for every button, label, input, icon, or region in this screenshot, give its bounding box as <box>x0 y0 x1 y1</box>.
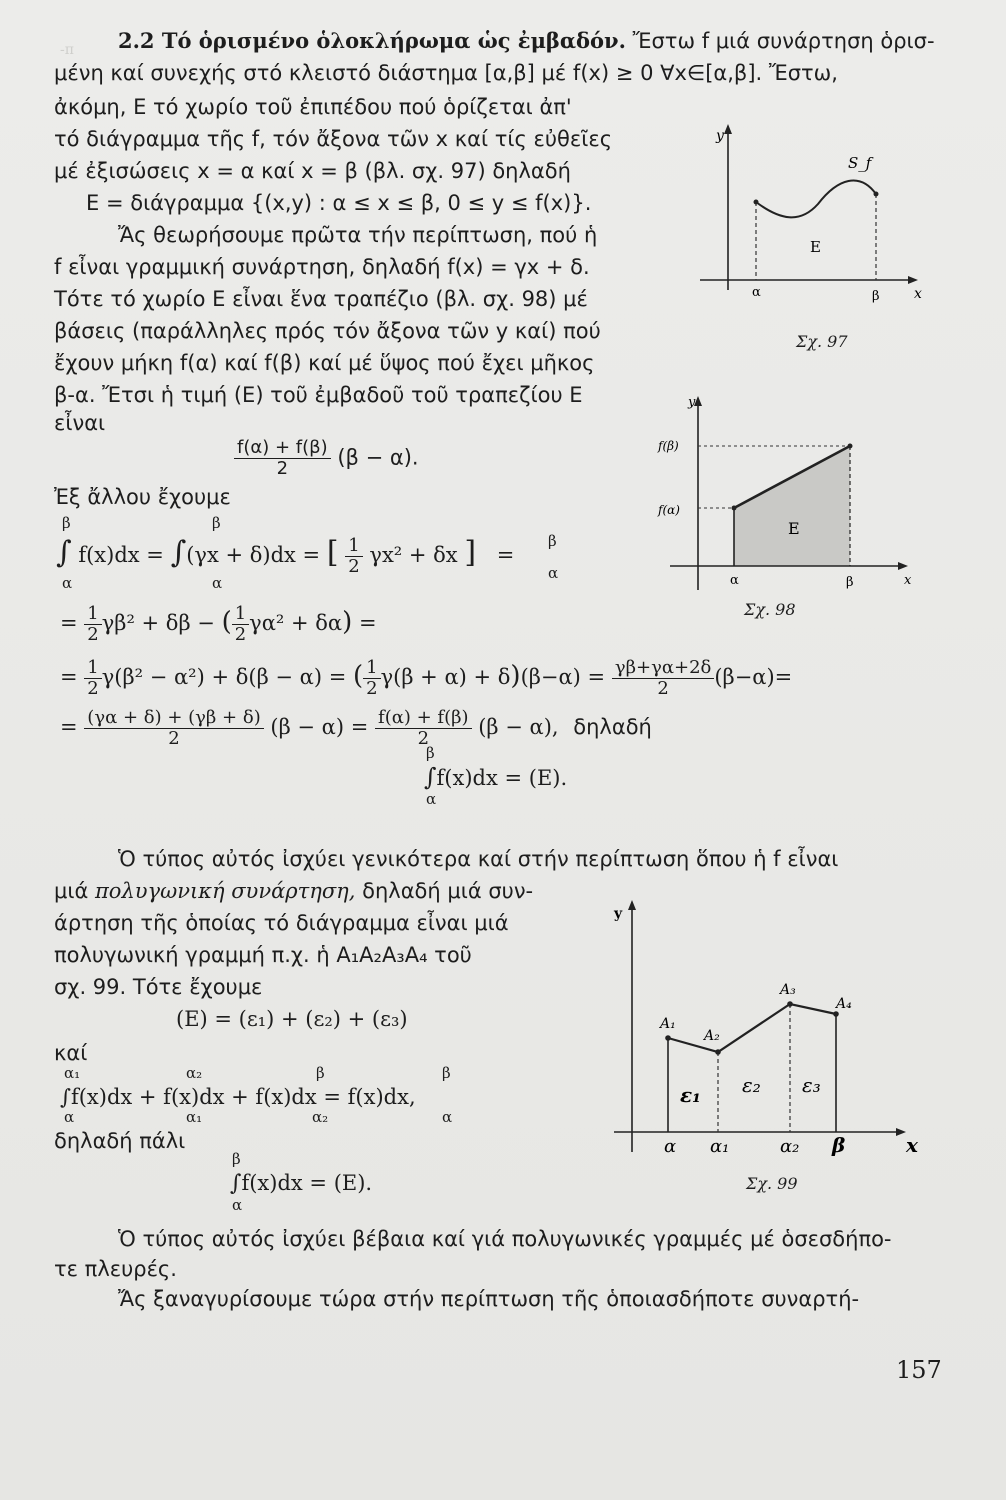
integral-line-1: ∫ f(x)dx = ∫(γx + δ)dx = [ $\frac{1}{2}$ γx² + δx ] = <box>56 535 515 577</box>
fig98-b-label: β <box>846 575 854 590</box>
limit-upper: β <box>212 514 221 532</box>
fig99-e3-label: ε₃ <box>802 1073 821 1097</box>
right-bracket: ] <box>464 535 477 570</box>
intro-line-3: ἀκόμη, E τό χωρίο τοῦ ἐπιπέδου πού ὁρίζεται ἀπ' <box>54 95 572 119</box>
fig98-y-label: y <box>688 395 696 410</box>
figure-99 <box>610 896 940 1166</box>
fig98-a-label: α <box>730 573 739 588</box>
linear-line-2: f εἶναι γραμμική συνάρτηση, δηλαδή f(x) = γx + δ. <box>54 255 590 279</box>
bleed-through: -π <box>60 42 74 58</box>
limit-lower: α <box>442 1108 453 1126</box>
page-number: 157 <box>896 1356 942 1384</box>
trapezoid-fraction: $\frac{f(\alpha) + f(\beta)}{2}$ <box>375 708 472 749</box>
poly-line-2: μιά πολυγωνική συνάρτηση, δηλαδή μιά συν- <box>54 879 534 903</box>
limit-lower: α <box>64 1108 75 1126</box>
sum-fraction: $\frac{(\gamma\alpha + \delta) + (\gamma\beta + \delta)}{2}$ <box>84 708 263 749</box>
x-arrow-icon <box>898 562 908 570</box>
poly-line-5: σχ. 99. Τότε ἔχουμε <box>54 975 263 999</box>
again-line: δηλαδή πάλι <box>54 1129 186 1153</box>
fig97-b-label: β <box>872 289 880 304</box>
one-half-fraction: $\frac{1}{2}$ <box>84 604 101 645</box>
area-sum: (E) = (ε₁) + (ε₂) + (ε₃) <box>176 1007 408 1031</box>
figure-98 <box>640 390 930 600</box>
limit-lower: α₂ <box>312 1108 329 1126</box>
left-paren: ( <box>221 607 232 637</box>
fig98-fb-label: f(β) <box>658 439 679 453</box>
intro-line-4: τό διάγραμμα τῆς f, τόν ἄξονα τῶν x καί τίς εὐθεῖες <box>54 127 613 151</box>
limit-upper: β <box>548 532 557 550</box>
y-arrow-icon <box>628 900 636 910</box>
point-a1 <box>665 1035 671 1041</box>
fig98-caption: Σχ. 98 <box>744 600 796 619</box>
point <box>732 506 737 511</box>
fig99-A3-label: A₃ <box>780 982 796 998</box>
one-half-fraction: $\frac{1}{2}$ <box>345 536 362 577</box>
fig97-y-label: y <box>716 128 724 144</box>
polygonal-function-term: πολυγωνική συνάρτηση, <box>95 879 356 903</box>
right-paren: ) <box>342 607 353 637</box>
set-definition: E = διάγραμμα {(x,y) : α ≤ x ≤ β, 0 ≤ y ≤ f(x)}. <box>86 191 592 215</box>
integral-sign: ∫ <box>60 1085 71 1109</box>
fig98-fa-label: f(α) <box>658 503 680 517</box>
fig99-a1-label: α₁ <box>710 1136 730 1157</box>
x-arrow-icon <box>896 1128 906 1136</box>
point-a2 <box>715 1049 721 1055</box>
linear-line-1: Ἄς θεωρήσουμε πρῶτα τήν περίπτωση, πού ἡ <box>118 223 598 247</box>
fig99-x-label: x <box>906 1133 918 1157</box>
point-a3 <box>787 1001 793 1007</box>
point <box>874 192 879 197</box>
section-title: 2.2 Τό ὁρισμένο ὁλοκλήρωμα ὡς ἐμβαδόν. <box>118 28 626 53</box>
intro-line-1: 2.2 Τό ὁρισμένο ὁλοκλήρωμα ὡς ἐμβαδόν. Ἔστω f μιά συνάρτηση ὁρισ- <box>118 28 935 53</box>
fig99-y-label: y <box>614 906 623 922</box>
integral-sign: ∫ <box>230 1171 242 1196</box>
poly-line-4: πολυγωνική γραμμή π.χ. ἡ A₁A₂A₃A₄ τοῦ <box>54 943 472 967</box>
final-line-1: Ὁ τύπος αὐτός ἰσχύει βέβαια καί γιά πολυγωνικές γραμμές μέ ὁσεσδήπο- <box>118 1227 892 1251</box>
fig99-e1-label: ε₁ <box>680 1083 701 1107</box>
otherwise-line: Ἐξ ἄλλου ἔχουμε <box>54 485 231 509</box>
poly-line-3: άρτηση τῆς ὁποίας τό διάγραμμα εἶναι μιά <box>54 911 509 935</box>
limit-lower: α <box>212 574 223 592</box>
point <box>848 444 853 449</box>
derivation-line-3: = $\frac{1}{2}$ γ(β² − α²) + δ(β − α) = ( $\frac{1}{2}$ γ(β + α) + δ)(β−α) = $\frac{\gamma\beta+\gamma\alpha+2\delta}{2}$ (β−α)= <box>60 657 793 699</box>
limit-lower: α <box>232 1196 243 1214</box>
combined-fraction: $\frac{\gamma\beta+\gamma\alpha+2\delta}{2}$ <box>612 658 715 699</box>
fig97-caption: Σχ. 97 <box>796 332 848 351</box>
trapezoid-formula: $\frac{f(\alpha) + f(\beta)}{2}$ (β − α). <box>234 438 419 479</box>
fig99-b-label: β <box>832 1133 846 1157</box>
limit-upper: β <box>316 1064 325 1082</box>
limit-upper: α₂ <box>186 1064 203 1082</box>
limit-lower: α <box>62 574 73 592</box>
fig97-region-label: E <box>810 238 821 256</box>
limit-upper: β <box>442 1064 451 1082</box>
linear-line-7: εἶναι <box>54 411 106 435</box>
figure-97 <box>690 120 940 320</box>
limit-upper: β <box>426 744 435 762</box>
fig97-curve-label: S_f <box>848 154 872 172</box>
sum-integrals: ∫f(x)dx + f(x)dx + f(x)dx = f(x)dx, <box>60 1085 416 1109</box>
integral-sign: ∫ <box>170 535 187 570</box>
fig97-x-label: x <box>914 286 922 302</box>
point <box>754 200 759 205</box>
linear-line-4: βάσεις (παράλληλες πρός τόν ἄξονα τῶν y καί) πού <box>54 319 601 343</box>
trapezoid-region <box>734 446 850 566</box>
final-line-3: Ἄς ξαναγυρίσουμε τώρα στήν περίπτωση τῆς ὁποιασδήποτε συναρτή- <box>118 1287 860 1311</box>
fig99-A2-label: A₂ <box>704 1028 720 1044</box>
integral-sign: ∫ <box>56 535 72 570</box>
final-line-2: τε πλευρές. <box>54 1257 177 1281</box>
integral-sign: ∫ <box>424 763 437 791</box>
fig99-a-label: α <box>664 1136 677 1157</box>
left-paren: ( <box>353 661 364 691</box>
result-line: ∫f(x)dx = (E). <box>424 763 568 791</box>
fig99-a2-label: α₂ <box>780 1136 800 1157</box>
fig99-e2-label: ε₂ <box>742 1073 761 1097</box>
y-arrow-icon <box>724 124 732 134</box>
poly-line-1: Ὁ τύπος αὐτός ἰσχύει γενικότερα καί στήν περίπτωση ὅπου ἡ f εἶναι <box>118 847 839 871</box>
limit-upper: β <box>62 514 71 532</box>
derivation-line-2: = $\frac{1}{2}$ γβ² + δβ − ( $\frac{1}{2}$ γα² + δα) = <box>60 603 377 645</box>
one-half-fraction: $\frac{1}{2}$ <box>84 658 101 699</box>
left-bracket: [ <box>326 535 339 570</box>
polygonal-line <box>668 1004 836 1052</box>
point-a4 <box>833 1011 839 1017</box>
limit-upper: β <box>232 1150 241 1168</box>
one-half-fraction: $\frac{1}{2}$ <box>232 604 249 645</box>
linear-line-6: β-α. Ἔτσι ἡ τιμή (E) τοῦ ἐμβαδοῦ τοῦ τραπεζίου E <box>54 383 583 407</box>
fig97-a-label: α <box>752 285 761 300</box>
limit-upper: α₁ <box>64 1064 81 1082</box>
and-line: καί <box>54 1041 88 1065</box>
fig98-region-label: E <box>788 519 800 538</box>
intro-line-5: μέ ἐξισώσεις x = α καί x = β (βλ. σχ. 97) δηλαδή <box>54 159 571 183</box>
linear-line-3: Τότε τό χωρίο E εἶναι ἕνα τραπέζιο (βλ. σχ. 98) μέ <box>54 287 588 311</box>
derivation-line-4: = $\frac{(\gamma\alpha + \delta) + (\gamma\beta + \delta)}{2}$ (β − α) = $\frac{f(\alpha) + f(\beta)}{2}$ (β − α), δηλαδή <box>60 707 652 749</box>
linear-line-5: ἔχουν μήκη f(α) καί f(β) καί μέ ὕψος πού ἔχει μῆκος <box>54 351 595 375</box>
fig99-caption: Σχ. 99 <box>746 1174 798 1193</box>
fig99-A1-label: A₁ <box>660 1016 676 1032</box>
trapezoid-fraction: $\frac{f(\alpha) + f(\beta)}{2}$ <box>234 438 331 479</box>
right-paren: ) <box>510 661 521 691</box>
intro-line-2: μένη καί συνεχής στό κλειστό διάστημα [α,β] μέ f(x) ≥ 0 ∀x∈[α,β]. Ἔστω, <box>54 61 838 85</box>
one-half-fraction: $\frac{1}{2}$ <box>363 658 380 699</box>
x-arrow-icon <box>908 276 918 284</box>
limit-lower: α <box>548 564 559 582</box>
fig98-x-label: x <box>904 573 912 588</box>
fig99-A4-label: A₄ <box>836 996 852 1012</box>
limit-lower: α <box>426 790 437 808</box>
limit-lower: α₁ <box>186 1108 203 1126</box>
curve-sf <box>756 181 876 218</box>
result-line-2: ∫f(x)dx = (E). <box>230 1171 373 1196</box>
